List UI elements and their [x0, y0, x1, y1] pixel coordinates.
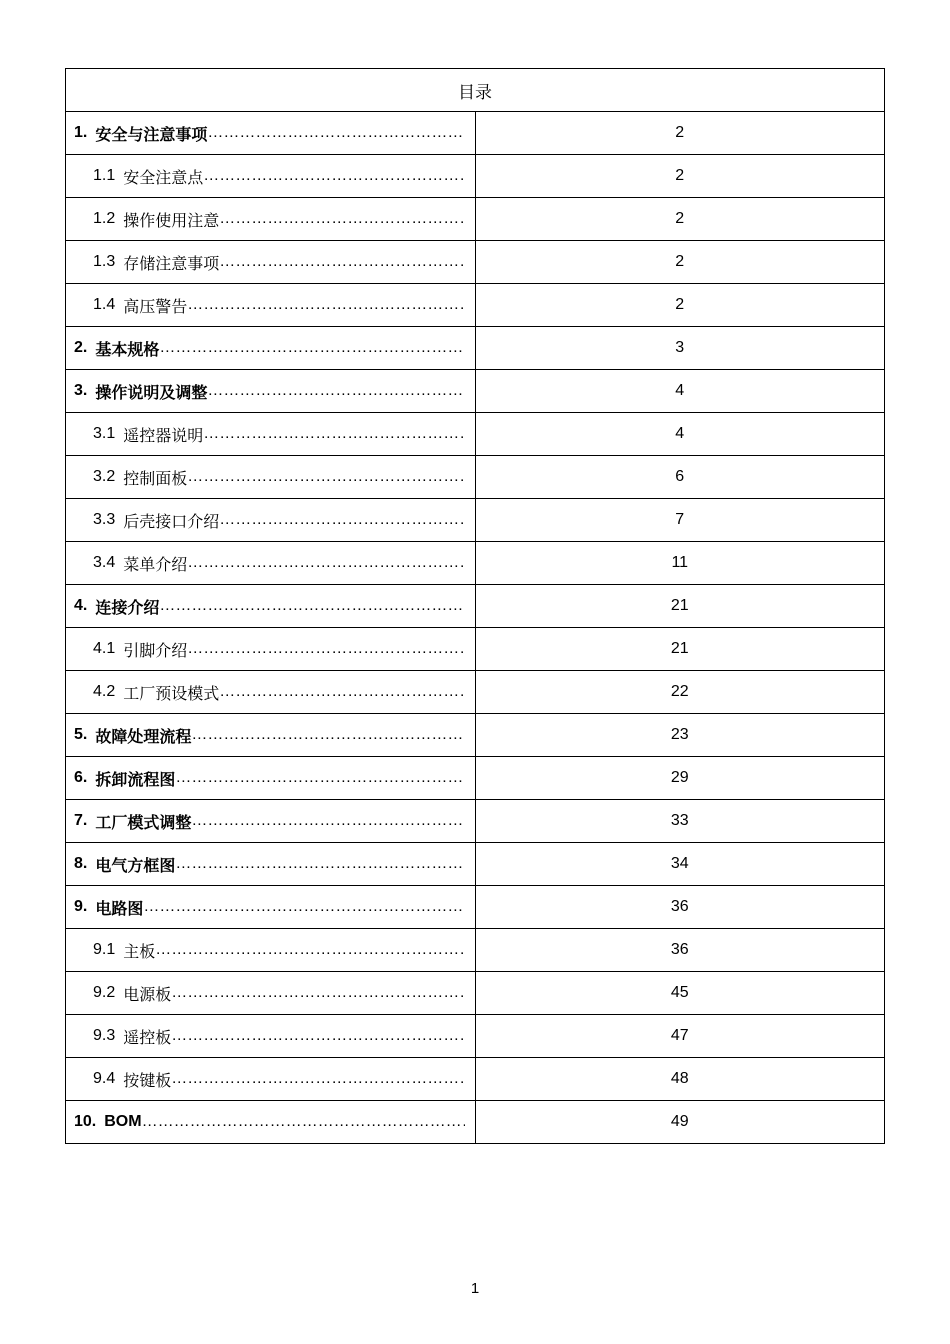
- toc-entry-number: 1.3: [93, 253, 116, 270]
- toc-entry-cell: [66, 370, 476, 413]
- toc-row: [66, 370, 885, 413]
- dot-leader: [187, 554, 464, 572]
- toc-page-number: 47: [475, 1015, 885, 1058]
- toc-body: [66, 69, 885, 1144]
- dot-leader: [187, 640, 464, 658]
- toc-entry[interactable]: [66, 896, 475, 919]
- toc-entry-number: 10.: [74, 1113, 97, 1130]
- toc-entry-number: 1.1: [93, 167, 116, 184]
- toc-entry-cell: [66, 843, 476, 886]
- toc-entry-cell: [66, 886, 476, 929]
- toc-entry-number: 8.: [74, 855, 88, 872]
- toc-entry-cell: [66, 284, 476, 327]
- toc-row: [66, 1015, 885, 1058]
- toc-entry-title: 操作使用注意: [123, 212, 220, 230]
- dot-leader: [171, 1070, 464, 1088]
- toc-entry[interactable]: [66, 1113, 475, 1131]
- toc-entry-title: 安全与注意事项: [95, 126, 208, 144]
- toc-entry-title: 引脚介绍: [123, 642, 188, 660]
- toc-entry-cell: [66, 972, 476, 1015]
- toc-entry[interactable]: [66, 982, 475, 1005]
- toc-page-number: 7: [475, 499, 885, 542]
- dot-leader: [187, 296, 464, 314]
- toc-entry-title: 故障处理流程: [95, 728, 192, 746]
- toc-page-number: 34: [475, 843, 885, 886]
- toc-row: [66, 327, 885, 370]
- dot-leader: [171, 984, 464, 1002]
- dot-leader: [191, 726, 464, 744]
- toc-row: [66, 843, 885, 886]
- toc-entry[interactable]: [66, 509, 475, 532]
- toc-entry-cell: [66, 800, 476, 843]
- toc-entry-cell: [66, 456, 476, 499]
- dot-leader: [171, 1027, 464, 1045]
- toc-entry-title: 电源板: [123, 986, 172, 1004]
- toc-row: [66, 714, 885, 757]
- dot-leader: [219, 210, 464, 228]
- dot-leader: [219, 253, 464, 271]
- toc-entry-title: 连接介绍: [95, 599, 160, 617]
- toc-page-number: 45: [475, 972, 885, 1015]
- toc-entry-cell: [66, 1058, 476, 1101]
- toc-page-number: 3: [475, 327, 885, 370]
- toc-entry-cell: [66, 671, 476, 714]
- toc-entry-title: 操作说明及调整: [95, 384, 208, 402]
- toc-page-number: 2: [475, 155, 885, 198]
- toc-entry-title: 主板: [123, 943, 156, 961]
- toc-row: [66, 628, 885, 671]
- toc-entry[interactable]: [66, 681, 475, 704]
- dot-leader: [207, 382, 464, 400]
- toc-entry-title: 拆卸流程图: [95, 771, 176, 789]
- toc-table: [65, 68, 885, 1144]
- toc-entry-title: 基本规格: [95, 341, 160, 359]
- toc-title: 目录: [66, 69, 885, 112]
- dot-leader: [155, 941, 464, 959]
- dot-leader: [159, 339, 464, 357]
- toc-row: [66, 1101, 885, 1144]
- toc-entry-number: 2.: [74, 339, 88, 356]
- dot-leader: [175, 769, 464, 787]
- toc-page-number: 22: [475, 671, 885, 714]
- toc-entry-title: 工厂预设模式: [123, 685, 220, 703]
- toc-page-number: 48: [475, 1058, 885, 1101]
- dot-leader: [143, 898, 464, 916]
- toc-entry-title: 遥控板: [123, 1029, 172, 1047]
- toc-row: [66, 929, 885, 972]
- toc-entry-number: 1.4: [93, 296, 116, 313]
- toc-row: [66, 585, 885, 628]
- toc-page-number: 2: [475, 198, 885, 241]
- toc-page-number: 36: [475, 929, 885, 972]
- dot-leader: [203, 425, 464, 443]
- page-number: 1: [470, 1280, 480, 1297]
- toc-entry[interactable]: [66, 1068, 475, 1091]
- toc-entry-cell: [66, 1101, 476, 1144]
- toc-entry-title: 后壳接口介绍: [123, 513, 220, 531]
- toc-entry-number: 9.: [74, 898, 88, 915]
- dot-leader: [187, 468, 464, 486]
- toc-entry[interactable]: [66, 595, 475, 618]
- toc-entry-title: BOM: [104, 1113, 142, 1130]
- toc-row: [66, 542, 885, 585]
- dot-leader: [219, 683, 464, 701]
- toc-entry-number: 1.2: [93, 210, 116, 227]
- toc-entry[interactable]: [66, 724, 475, 747]
- toc-entry-title: 控制面板: [123, 470, 188, 488]
- dot-leader: [142, 1113, 465, 1131]
- toc-page-number: 2: [475, 284, 885, 327]
- toc-entry-cell: [66, 241, 476, 284]
- toc-entry-title: 遥控器说明: [123, 427, 204, 445]
- toc-entry-number: 3.3: [93, 511, 116, 528]
- toc-entry-cell: [66, 155, 476, 198]
- toc-entry-cell: [66, 542, 476, 585]
- toc-entry[interactable]: [66, 251, 475, 274]
- toc-entry-cell: [66, 757, 476, 800]
- toc-row: [66, 456, 885, 499]
- toc-entry-number: 4.2: [93, 683, 116, 700]
- toc-page-number: 2: [475, 241, 885, 284]
- toc-entry-title: 按键板: [123, 1072, 172, 1090]
- toc-entry[interactable]: [66, 294, 475, 317]
- toc-page-number: 6: [475, 456, 885, 499]
- toc-row: [66, 886, 885, 929]
- toc-row: [66, 284, 885, 327]
- toc-entry[interactable]: [66, 552, 475, 575]
- toc-entry[interactable]: [66, 767, 475, 790]
- toc-row: [66, 112, 885, 155]
- toc-header-row: [66, 69, 885, 112]
- toc-entry[interactable]: [66, 208, 475, 231]
- toc-row: [66, 198, 885, 241]
- toc-row: [66, 499, 885, 542]
- toc-page-number: 21: [475, 628, 885, 671]
- dot-leader: [191, 812, 464, 830]
- toc-page-number: 49: [475, 1101, 885, 1144]
- toc-entry[interactable]: [66, 337, 475, 360]
- toc-entry-cell: [66, 198, 476, 241]
- toc-entry-number: 9.3: [93, 1027, 116, 1044]
- toc-row: [66, 972, 885, 1015]
- toc-entry[interactable]: [66, 122, 475, 145]
- toc-entry[interactable]: [66, 380, 475, 403]
- toc-entry-number: 4.: [74, 597, 88, 614]
- toc-entry-cell: [66, 499, 476, 542]
- toc-entry[interactable]: [66, 939, 475, 962]
- toc-entry-number: 9.2: [93, 984, 116, 1001]
- toc-entry-cell: [66, 585, 476, 628]
- toc-entry-cell: [66, 929, 476, 972]
- toc-entry-number: 9.4: [93, 1070, 116, 1087]
- toc-entry[interactable]: [66, 1025, 475, 1048]
- dot-leader: [219, 511, 464, 529]
- toc-row: [66, 671, 885, 714]
- toc-entry-cell: [66, 628, 476, 671]
- toc-entry[interactable]: [66, 466, 475, 489]
- toc-row: [66, 800, 885, 843]
- toc-page-number: 23: [475, 714, 885, 757]
- toc-page-number: 29: [475, 757, 885, 800]
- dot-leader: [175, 855, 464, 873]
- dot-leader: [159, 597, 464, 615]
- toc-entry-title: 工厂模式调整: [95, 814, 192, 832]
- toc-page-number: 4: [475, 413, 885, 456]
- toc-entry-number: 9.1: [93, 941, 116, 958]
- toc-entry-number: 3.1: [93, 425, 116, 442]
- dot-leader: [203, 167, 464, 185]
- toc-row: [66, 1058, 885, 1101]
- toc-row: [66, 413, 885, 456]
- toc-page-number: 2: [475, 112, 885, 155]
- toc-page-number: 33: [475, 800, 885, 843]
- toc-entry-title: 电路图: [95, 900, 144, 918]
- toc-entry-number: 6.: [74, 769, 88, 786]
- toc-entry-cell: [66, 1015, 476, 1058]
- toc-page-number: 21: [475, 585, 885, 628]
- toc-entry[interactable]: [66, 423, 475, 446]
- toc-row: [66, 757, 885, 800]
- toc-page-number: 4: [475, 370, 885, 413]
- toc-entry-title: 存储注意事项: [123, 255, 220, 273]
- dot-leader: [207, 124, 464, 142]
- toc-entry-number: 3.4: [93, 554, 116, 571]
- toc-entry[interactable]: [66, 853, 475, 876]
- toc-entry-title: 菜单介绍: [123, 556, 188, 574]
- toc-row: [66, 155, 885, 198]
- toc-entry-title: 高压警告: [123, 298, 188, 316]
- toc-entry-cell: [66, 327, 476, 370]
- toc-entry-title: 电气方框图: [95, 857, 176, 875]
- toc-entry[interactable]: [66, 810, 475, 833]
- toc-entry[interactable]: [66, 638, 475, 661]
- toc-entry-cell: [66, 112, 476, 155]
- toc-entry-number: 3.: [74, 382, 88, 399]
- toc-entry[interactable]: [66, 165, 475, 188]
- toc-entry-cell: [66, 413, 476, 456]
- toc-page-number: 36: [475, 886, 885, 929]
- toc-entry-number: 3.2: [93, 468, 116, 485]
- toc-entry-number: 4.1: [93, 640, 116, 657]
- toc-entry-title: 安全注意点: [123, 169, 204, 187]
- toc-row: [66, 241, 885, 284]
- toc-entry-number: 7.: [74, 812, 88, 829]
- toc-entry-number: 1.: [74, 124, 88, 141]
- toc-entry-number: 5.: [74, 726, 88, 743]
- toc-entry-cell: [66, 714, 476, 757]
- toc-page-number: 11: [475, 542, 885, 585]
